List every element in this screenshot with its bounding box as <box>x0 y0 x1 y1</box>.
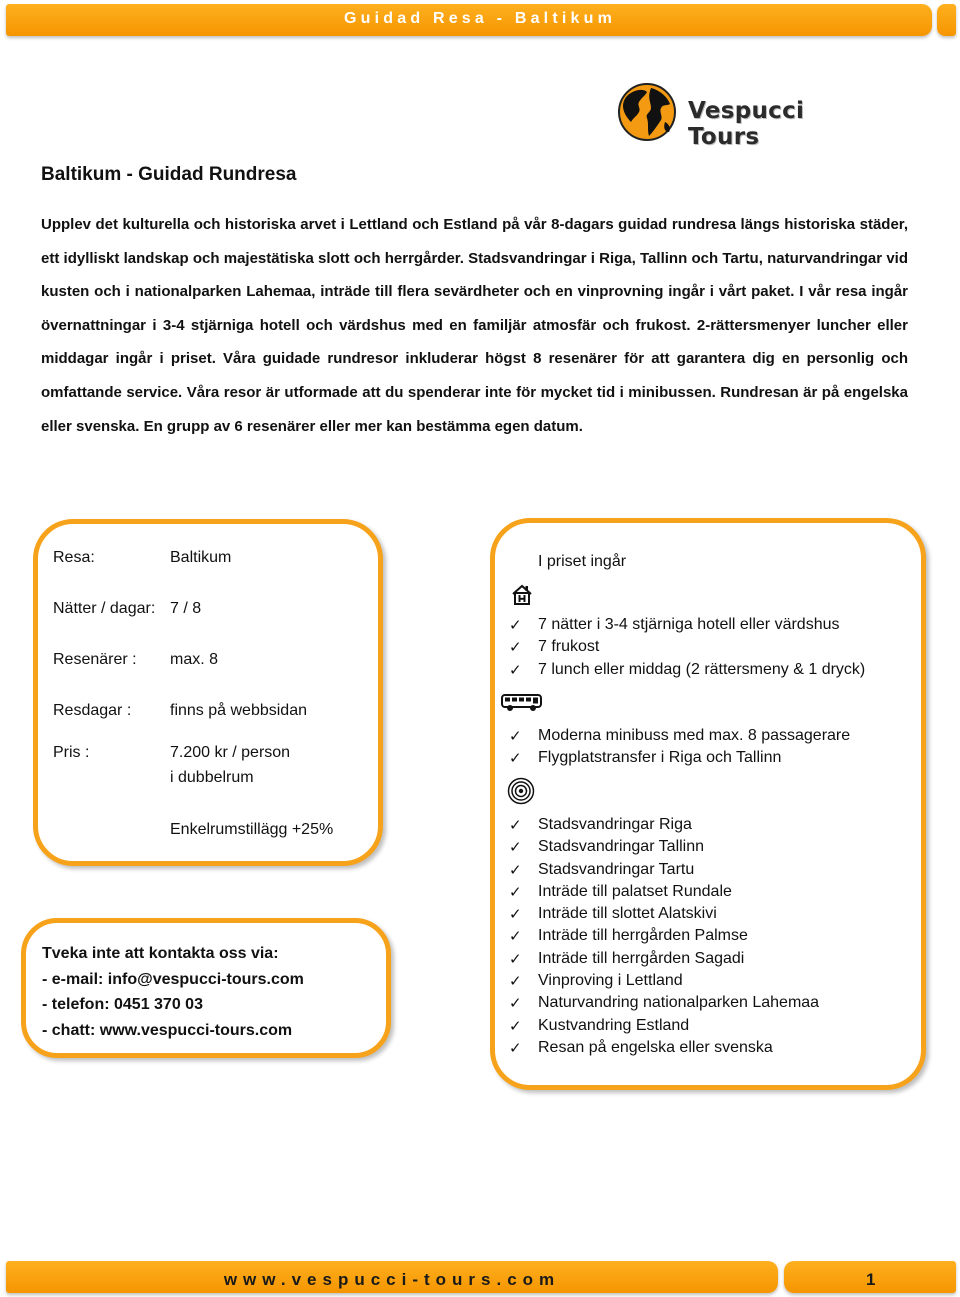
resa-value: Baltikum <box>170 549 232 566</box>
checkmark-icon: ✓ <box>509 616 522 634</box>
checkmark-icon: ✓ <box>509 1016 522 1035</box>
checkmark-icon: ✓ <box>509 994 522 1013</box>
transport-list <box>509 725 851 770</box>
page-title: Baltikum - Guidad Rundresa <box>41 164 297 185</box>
pris-value: 7.200 kr / person <box>170 744 291 761</box>
list-item: ✓ Resan på engelska eller svenska <box>538 1037 819 1059</box>
list-item: ✓ Inträde till herrgården Palmse <box>538 925 819 947</box>
contact-phone[interactable]: - telefon: 0451 370 03 <box>42 996 203 1013</box>
checkmark-icon: ✓ <box>509 860 522 879</box>
intro-paragraph: Upplev det kulturella och historiska arvet i Lettland och Estland på vår 8-dagars guidad rundresa längs historiska städer, ett idylliskt landskap och majestätiska slott och herrgårder. Stadsvandringar i Riga, Tallinn och Tartu, naturvandringar vid kusten och i nationalparken Lahemaa, inträde till flera sevärdheter och en vinprovning ingår i vårt paket. I vår resa ingår övernattningar i 3-4 stjärniga hotell och värdshus med en familjär atmosfär och frukost. 2-rättersmenyer luncher eller middagar ingår i priset. Våra guidade rundresor inkluderar högst 8 resenärer för att garantera dig en personlig och omfattande service. Våra resor är utformade att du spenderar inte för mycket tid i minibussen. Rundresan är på engelska eller svenska. En grupp av 6 resenärer eller mer kan bestämma egen datum. <box>41 216 908 435</box>
resdagar-label: Resdagar : <box>53 702 132 719</box>
header-title: Guidad Resa - Baltikum <box>344 10 616 27</box>
list-item: ✓ Stadsvandringar Tallinn <box>538 836 819 858</box>
resa-label: Resa: <box>53 549 95 566</box>
bus-icon <box>501 694 543 712</box>
checkmark-icon: ✓ <box>509 1038 522 1057</box>
pris-room: i dubbelrum <box>170 769 254 786</box>
list-item: ✓ 7 nätter i 3-4 stjärniga hotell eller värdshus <box>538 614 865 636</box>
contact-chat[interactable]: - chatt: www.vespucci-tours.com <box>42 1022 293 1039</box>
list-item: ✓ Moderna minibuss med max. 8 passagerare <box>538 725 850 747</box>
logo-text: Vespucci Tours <box>688 98 805 150</box>
checkmark-icon: ✓ <box>509 638 522 657</box>
checkmark-icon: ✓ <box>509 927 522 946</box>
list-item: ✓ Kustvandring Estland <box>538 1015 819 1037</box>
checkmark-icon: ✓ <box>509 905 522 924</box>
resenarer-value: max. 8 <box>170 651 219 668</box>
checkmark-icon: ✓ <box>509 816 522 834</box>
contact-email[interactable]: - e-mail: info@vespucci-tours.com <box>42 971 304 988</box>
resdagar-value: finns på webbsidan <box>170 702 307 719</box>
target-icon <box>507 777 535 805</box>
list-item: ✓ 7 lunch eller middag (2 rättersmeny & 1 dryck) <box>538 659 865 681</box>
included-title: I priset ingår <box>538 553 627 570</box>
checkmark-icon: ✓ <box>509 972 522 991</box>
checkmark-icon: ✓ <box>509 949 522 968</box>
activities-list <box>509 814 820 1059</box>
contact-title: Tveka inte att kontakta oss via: <box>42 945 279 962</box>
list-item: ✓ Vinproving i Lettland <box>538 970 819 992</box>
checkmark-icon: ✓ <box>509 749 522 768</box>
pris-label: Pris : <box>53 744 90 761</box>
page-number: 1 <box>866 1270 876 1289</box>
footer-url[interactable]: www.vespucci-tours.com <box>223 1270 561 1289</box>
checkmark-icon: ✓ <box>509 838 522 857</box>
resenarer-label: Resenärer : <box>53 651 137 668</box>
checkmark-icon: ✓ <box>509 727 522 745</box>
single-room-supplement: Enkelrumstillägg +25% <box>170 821 334 838</box>
list-item: ✓ 7 frukost <box>538 636 865 658</box>
accommodation-list <box>509 614 866 681</box>
checkmark-icon: ✓ <box>509 882 522 901</box>
list-item: ✓ Inträde till palatset Rundale <box>538 881 819 903</box>
trip-info-box <box>33 519 383 866</box>
list-item: ✓ Stadsvandringar Tartu <box>538 859 819 881</box>
hotel-icon <box>511 583 533 605</box>
list-item: ✓ Inträde till slottet Alatskivi <box>538 903 819 925</box>
list-item: ✓ Naturvandring nationalparken Lahemaa <box>538 992 819 1014</box>
logo <box>617 82 877 150</box>
checkmark-icon: ✓ <box>509 660 522 679</box>
natter-value: 7 / 8 <box>170 600 202 617</box>
list-item: ✓ Stadsvandringar Riga <box>538 814 819 836</box>
list-item: ✓ Inträde till herrgården Sagadi <box>538 948 819 970</box>
list-item: ✓ Flygplatstransfer i Riga och Tallinn <box>538 747 850 769</box>
natter-label: Nätter / dagar: <box>53 600 156 617</box>
globe-icon <box>617 82 677 142</box>
